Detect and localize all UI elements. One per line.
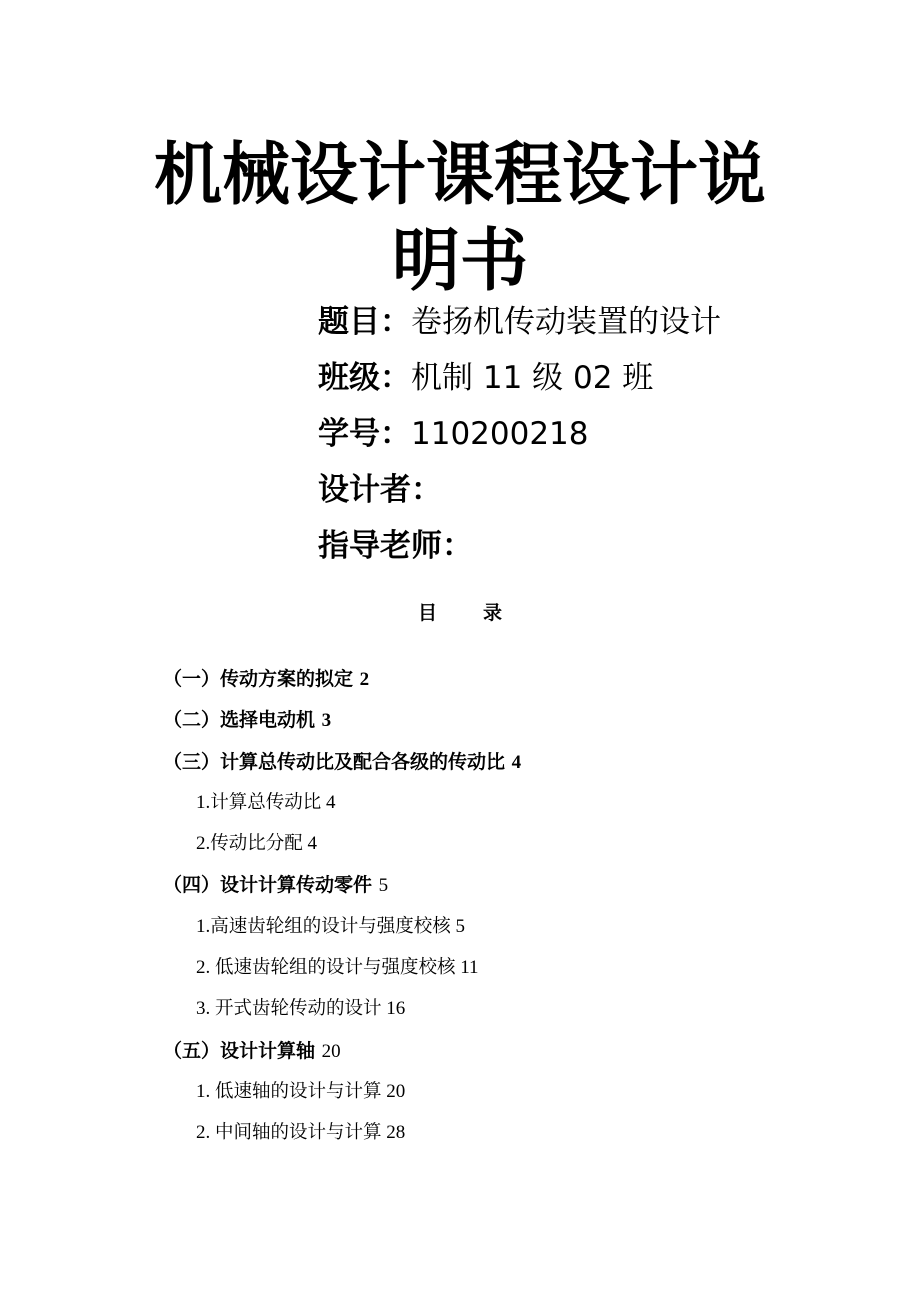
info-label: 班级： [318,360,411,396]
toc-heading [0,598,920,625]
table-of-contents [163,663,521,1159]
toc-entry-text: 计算总传动比 [210,791,322,813]
toc-subentry[interactable] [163,993,521,1034]
toc-entry-page: 20 [386,1080,406,1102]
toc-entry[interactable] [163,746,521,787]
toc-entry-text: 低速齿轮组的设计与强度校核 [215,957,456,979]
toc-entry-text: 传动比分配 [210,833,303,855]
toc-entry-page: 5 [455,915,466,937]
info-label: 设计者： [318,472,442,508]
toc-heading-char-1: 目 [417,602,437,624]
toc-entry[interactable] [163,663,521,704]
toc-entry-number: 2. [196,833,211,855]
toc-entry-number: 2. [196,957,215,979]
toc-entry-number: 1. [196,791,211,813]
toc-subentry[interactable] [163,911,521,952]
toc-entry-page: 4 [326,791,336,813]
toc-entry-page: 4 [511,751,522,773]
toc-entry[interactable] [163,869,521,910]
info-label: 学号： [318,416,411,452]
toc-entry-page: 3 [321,710,332,732]
cover-info-block [318,298,721,578]
info-row-designer [318,466,721,522]
toc-entry-number: 3. [196,998,215,1020]
toc-entry-page: 2 [359,669,370,690]
toc-entry-text: （三）计算总传动比及配合各级的传动比 [163,750,506,773]
toc-subentry[interactable] [163,1076,521,1117]
info-row-student-id [318,410,721,466]
toc-entry-text: 高速齿轮组的设计与强度校核 [210,915,451,937]
toc-entry-text: 中间轴的设计与计算 [215,1122,382,1144]
info-value: 卷扬机传动装置的设计 [411,304,721,340]
toc-subentry[interactable] [163,787,521,828]
toc-entry-text: （二）选择电动机 [163,709,316,732]
info-value: 机制 11 级 02 班 [411,360,654,396]
info-row-topic [318,298,721,354]
toc-entry-text: 开式齿轮传动的设计 [215,998,382,1020]
info-row-advisor [318,522,721,578]
toc-entry[interactable] [163,1035,521,1076]
document-title-line-2: 明书 [391,222,528,301]
toc-entry[interactable] [163,704,521,745]
toc-entry-number: 1. [196,915,211,937]
toc-entry-page: 11 [460,957,479,979]
toc-entry-page: 4 [307,833,318,855]
toc-entry-text: （四）设计计算传动零件 [163,874,373,897]
toc-entry-page: 5 [378,875,389,897]
info-label: 题目： [318,304,411,340]
info-row-class [318,354,721,410]
info-label: 指导老师： [318,528,473,564]
toc-entry-text: 低速轴的设计与计算 [215,1080,382,1102]
info-value: 110200218 [411,416,589,452]
toc-entry-number: 2. [196,1122,215,1144]
toc-entry-page: 20 [321,1040,341,1062]
toc-subentry[interactable] [163,828,521,869]
toc-entry-page: 16 [386,998,406,1020]
toc-subentry[interactable] [163,1117,521,1158]
toc-entry-number: 1. [196,1080,215,1102]
toc-entry-text: （五）设计计算轴 [163,1039,316,1062]
toc-subentry[interactable] [163,952,521,993]
toc-heading-char-2: 录 [483,602,503,624]
document-title-line-1: 机械设计课程设计说 [153,136,766,215]
toc-entry-text: （一）传动方案的拟定 [163,668,354,690]
toc-entry-page: 28 [386,1122,406,1144]
